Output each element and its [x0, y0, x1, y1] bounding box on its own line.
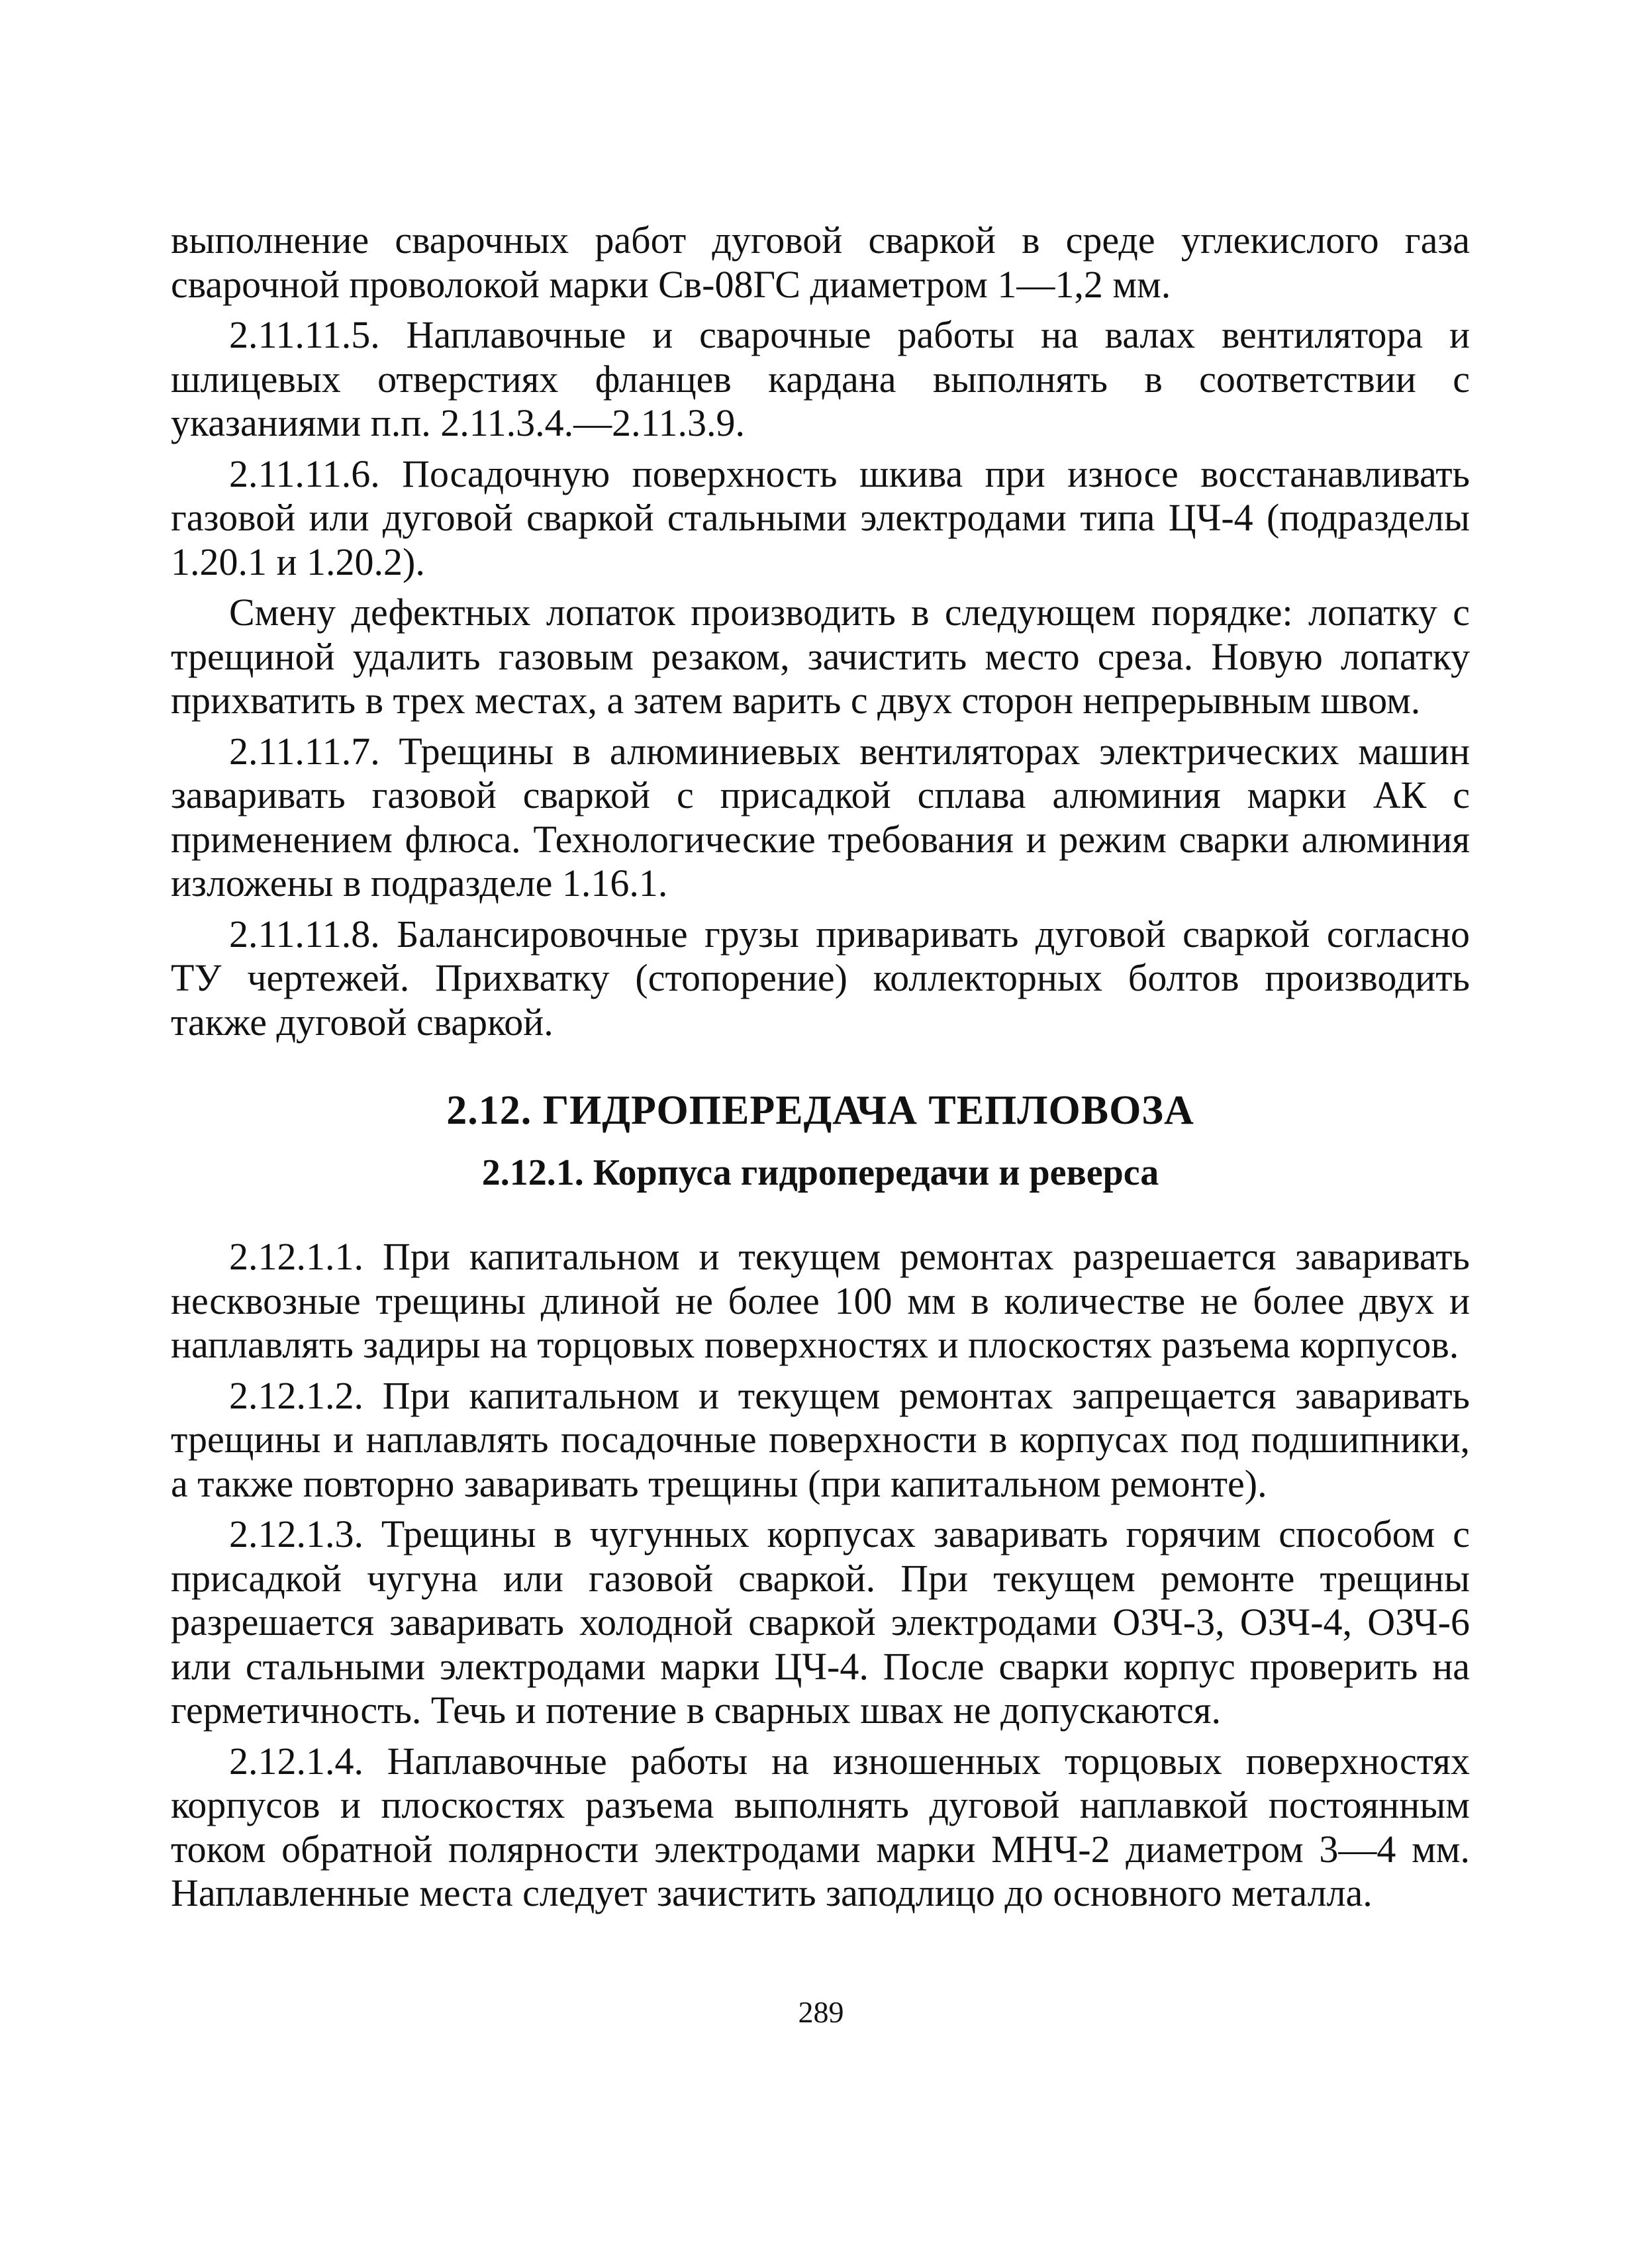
paragraph-2-11-11-5: 2.11.11.5. Наплавочные и сварочные работы на валах вентилятора и шлицевых отверстиях фланцев кардана выполнять в соответствии с указаниями п.п. 2.11.3.4.—2.11.3.9.	[171, 313, 1470, 444]
page-number: 289	[798, 1995, 844, 2029]
section-title: 2.12. ГИДРОПЕРЕДАЧА ТЕПЛОВОЗА	[446, 1088, 1194, 1133]
paragraph-2-11-11-8: 2.11.11.8. Балансировочные грузы приваривать дуговой сваркой согласно ТУ чертежей. Прихватку (стопорение) коллекторных болтов производить также дуговой сваркой.	[171, 912, 1470, 1044]
paragraph-blade-replacement: Смену дефектных лопаток производить в следующем порядке: лопатку с трещиной удалить газовым резаком, зачистить место среза. Новую лопатку прихватить в трех местах, а затем варить с двух сторон непрерывным швом.	[171, 591, 1470, 722]
paragraph-2-12-1-3: 2.12.1.3. Трещины в чугунных корпусах заваривать горячим способом с присадкой чугуна или газовой сваркой. При текущем ремонте трещины разрешается заваривать холодной сваркой электродами ОЗЧ-3, ОЗЧ-4, ОЗЧ-6 или стальными электродами марки ЦЧ-4. После сварки корпус проверить на герметичность. Течь и потение в сварных швах не допускаются.	[171, 1512, 1470, 1732]
page-body	[171, 219, 1470, 1916]
subsection-title: 2.12.1. Корпуса гидропередачи и реверса	[481, 1152, 1159, 1193]
paragraph-2-12-1-4: 2.12.1.4. Наплавочные работы на изношенных торцовых поверхностях корпусов и плоскостях разъема выполнять дуговой наплавкой постоянным током обратной полярности электродами марки МНЧ-2 диаметром 3—4 мм. Наплавленные места следует зачистить заподлицо до основного металла.	[171, 1739, 1470, 1914]
paragraph-2-12-1-1: 2.12.1.1. При капитальном и текущем ремонтах разрешается заваривать несквозные трещины длиной не более 100 мм в количестве не более двух и наплавлять задиры на торцовых поверхностях и плоскостях разъема корпусов.	[171, 1235, 1470, 1366]
paragraph-continuation: выполнение сварочных работ дуговой сваркой в среде углекислого газа сварочной проволокой марки Св-08ГС диаметром 1—1,2 мм.	[171, 219, 1470, 306]
paragraph-2-12-1-2: 2.12.1.2. При капитальном и текущем ремонтах запрещается заваривать трещины и наплавлять посадочные поверхности в корпусах под подшипники, а также повторно заваривать трещины (при капитальном ремонте).	[171, 1373, 1470, 1505]
paragraph-2-11-11-7: 2.11.11.7. Трещины в алюминиевых вентиляторах электрических машин заваривать газовой сваркой с присадкой сплава алюминия марки АК с применением флюса. Технологические требования и режим сварки алюминия изложены в подразделе 1.16.1.	[171, 729, 1470, 905]
paragraph-2-11-11-6: 2.11.11.6. Посадочную поверхность шкива при износе восстанавливать газовой или дуговой сваркой стальными электродами типа ЦЧ-4 (подразделы 1.20.1 и 1.20.2).	[171, 452, 1470, 583]
